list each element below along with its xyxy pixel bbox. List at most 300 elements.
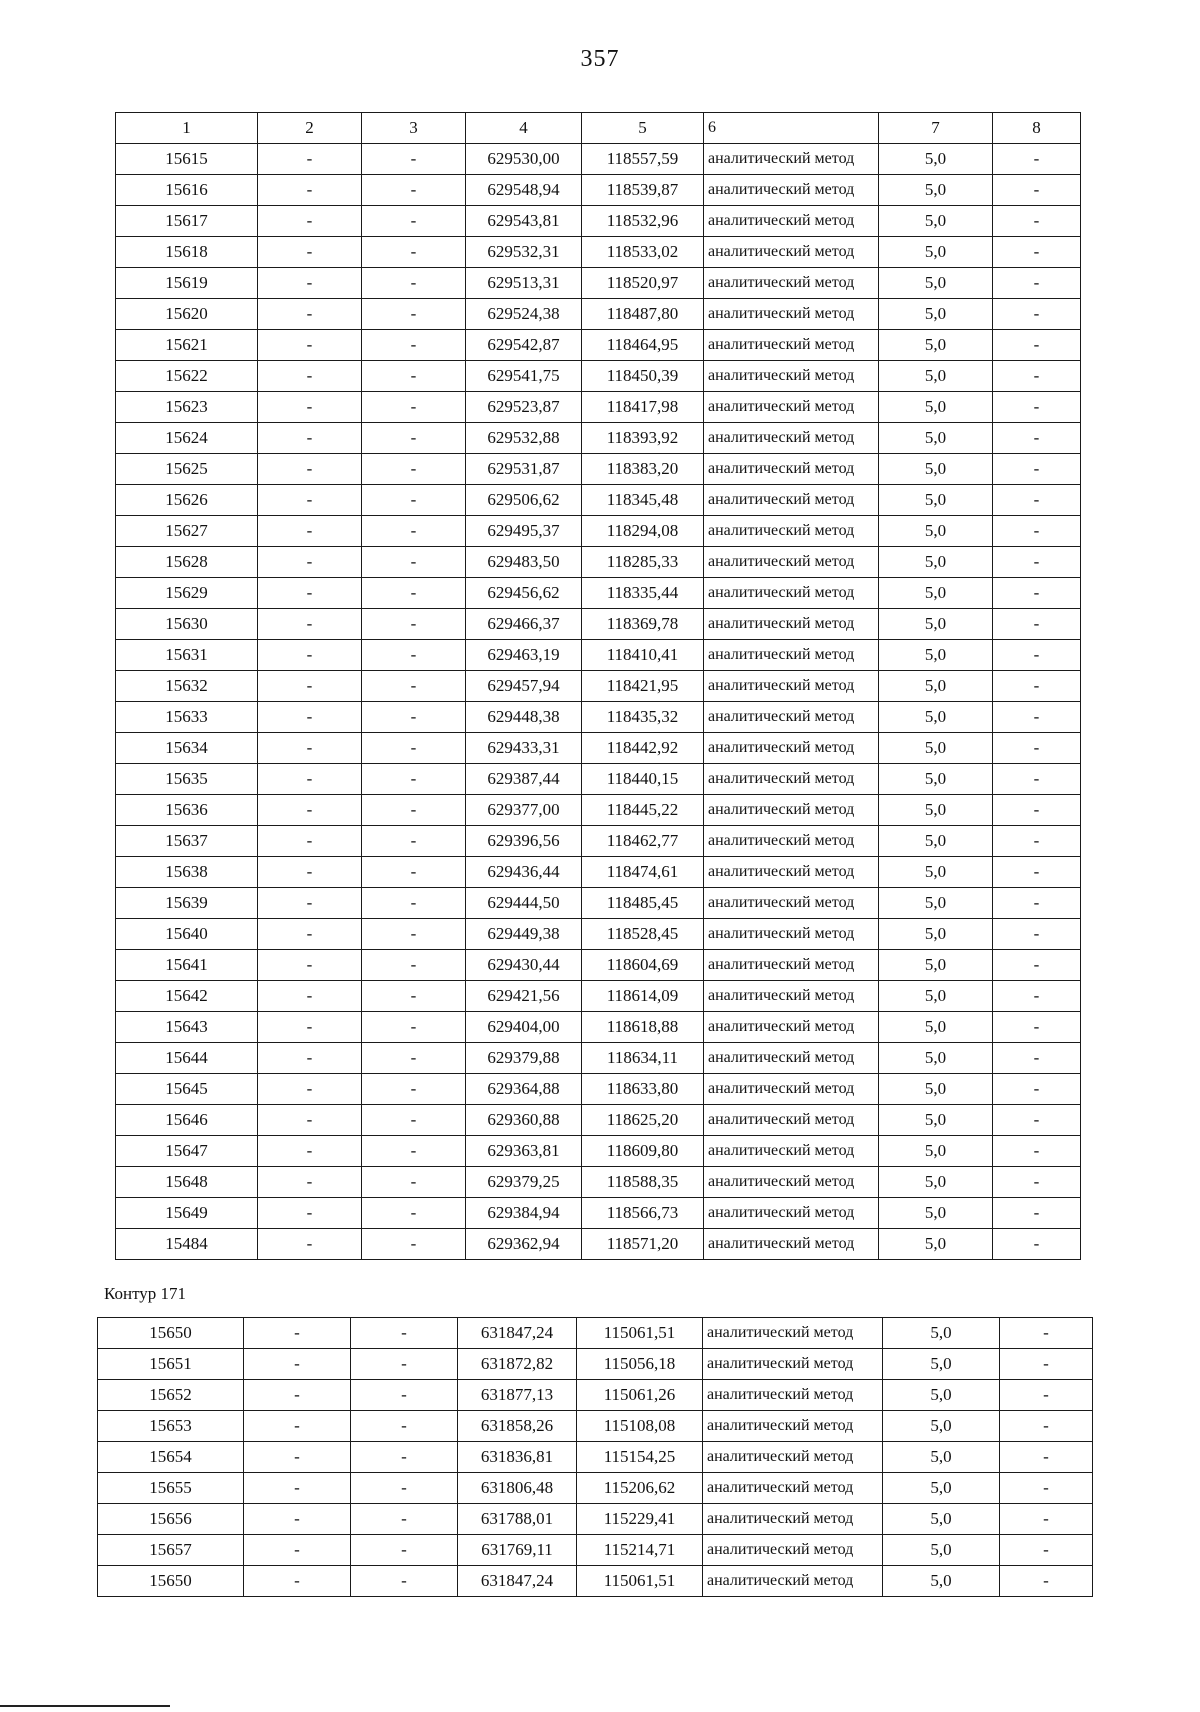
col-3-cell: - <box>362 1012 466 1043</box>
accuracy-cell: 5,0 <box>883 1504 1000 1535</box>
point-number-cell: 15617 <box>116 206 258 237</box>
coord-y-cell: 118557,59 <box>582 144 704 175</box>
coord-y-cell: 118566,73 <box>582 1198 704 1229</box>
coord-y-cell: 118335,44 <box>582 578 704 609</box>
coord-x-cell: 629495,37 <box>466 516 582 547</box>
accuracy-cell: 5,0 <box>879 454 993 485</box>
method-cell: аналитический метод <box>704 516 879 547</box>
table-row <box>98 1504 1093 1535</box>
col-3-cell: - <box>362 1229 466 1260</box>
col-3-cell: - <box>351 1349 458 1380</box>
method-cell: аналитический метод <box>704 671 879 702</box>
method-cell: аналитический метод <box>703 1349 883 1380</box>
coord-y-cell: 118393,92 <box>582 423 704 454</box>
coord-x-cell: 629433,31 <box>466 733 582 764</box>
col-3-cell: - <box>362 609 466 640</box>
point-number-cell: 15650 <box>98 1318 244 1349</box>
accuracy-cell: 5,0 <box>879 981 993 1012</box>
col-8-cell: - <box>1000 1380 1093 1411</box>
method-cell: аналитический метод <box>704 1012 879 1043</box>
coord-x-cell: 631847,24 <box>458 1318 577 1349</box>
col-2-cell: - <box>244 1411 351 1442</box>
coordinates-table <box>115 112 1081 1260</box>
col-8-cell: - <box>993 578 1081 609</box>
point-number-cell: 15653 <box>98 1411 244 1442</box>
coord-y-cell: 118462,77 <box>582 826 704 857</box>
coord-x-cell: 629523,87 <box>466 392 582 423</box>
table-row <box>116 640 1081 671</box>
coord-x-cell: 629449,38 <box>466 919 582 950</box>
method-cell: аналитический метод <box>704 299 879 330</box>
col-8-cell: - <box>993 826 1081 857</box>
accuracy-cell: 5,0 <box>879 237 993 268</box>
point-number-cell: 15645 <box>116 1074 258 1105</box>
coord-x-cell: 629524,38 <box>466 299 582 330</box>
col-2-cell: - <box>258 1136 362 1167</box>
col-8-cell: - <box>993 268 1081 299</box>
table-row <box>116 888 1081 919</box>
point-number-cell: 15641 <box>116 950 258 981</box>
coord-y-cell: 118474,61 <box>582 857 704 888</box>
point-number-cell: 15624 <box>116 423 258 454</box>
col-2-cell: - <box>258 299 362 330</box>
col-2-cell: - <box>258 423 362 454</box>
coord-y-cell: 118485,45 <box>582 888 704 919</box>
col-2-cell: - <box>258 206 362 237</box>
col-3-cell: - <box>362 733 466 764</box>
coord-x-cell: 629532,31 <box>466 237 582 268</box>
col-8-cell: - <box>993 1229 1081 1260</box>
table-row <box>116 1198 1081 1229</box>
col-3-cell: - <box>362 330 466 361</box>
col-3-cell: - <box>362 671 466 702</box>
col-8-cell: - <box>1000 1566 1093 1597</box>
col-3-cell: - <box>362 950 466 981</box>
point-number-cell: 15646 <box>116 1105 258 1136</box>
col-8-cell: - <box>993 547 1081 578</box>
method-cell: аналитический метод <box>703 1318 883 1349</box>
coord-x-cell: 631836,81 <box>458 1442 577 1473</box>
point-number-cell: 15637 <box>116 826 258 857</box>
method-cell: аналитический метод <box>704 392 879 423</box>
col-3-cell: - <box>362 516 466 547</box>
method-cell: аналитический метод <box>704 1167 879 1198</box>
col-8-cell: 8 <box>993 113 1081 144</box>
point-number-cell: 15619 <box>116 268 258 299</box>
col-2-cell: - <box>258 1074 362 1105</box>
method-cell: аналитический метод <box>704 950 879 981</box>
accuracy-cell: 5,0 <box>879 268 993 299</box>
method-cell: аналитический метод <box>703 1566 883 1597</box>
coord-x-cell: 629457,94 <box>466 671 582 702</box>
method-cell: аналитический метод <box>704 547 879 578</box>
coord-y-cell: 115154,25 <box>577 1442 703 1473</box>
col-8-cell: - <box>1000 1473 1093 1504</box>
col-8-cell: - <box>993 671 1081 702</box>
coord-y-cell: 115214,71 <box>577 1535 703 1566</box>
coord-x-cell: 629542,87 <box>466 330 582 361</box>
table-row <box>98 1318 1093 1349</box>
coord-x-cell: 629444,50 <box>466 888 582 919</box>
accuracy-cell: 5,0 <box>879 1167 993 1198</box>
accuracy-cell: 5,0 <box>879 1105 993 1136</box>
accuracy-cell: 5,0 <box>883 1442 1000 1473</box>
point-number-cell: 15634 <box>116 733 258 764</box>
table-row <box>116 981 1081 1012</box>
table-row <box>116 919 1081 950</box>
point-number-cell: 15623 <box>116 392 258 423</box>
col-3-cell: - <box>362 454 466 485</box>
coord-x-cell: 629360,88 <box>466 1105 582 1136</box>
coord-x-cell: 629384,94 <box>466 1198 582 1229</box>
accuracy-cell: 5,0 <box>879 144 993 175</box>
col-3-cell: - <box>362 919 466 950</box>
coord-x-cell: 629387,44 <box>466 764 582 795</box>
method-cell: аналитический метод <box>704 1074 879 1105</box>
table-row <box>116 1229 1081 1260</box>
col-8-cell: - <box>993 1105 1081 1136</box>
col-2-cell: - <box>258 950 362 981</box>
accuracy-cell: 5,0 <box>879 423 993 454</box>
col-2-cell: - <box>258 268 362 299</box>
col-8-cell: - <box>993 485 1081 516</box>
table-row <box>116 671 1081 702</box>
col-3-cell: - <box>362 578 466 609</box>
col-3-cell: - <box>362 206 466 237</box>
point-number-cell: 15655 <box>98 1473 244 1504</box>
col-8-cell: - <box>993 733 1081 764</box>
method-cell: аналитический метод <box>703 1473 883 1504</box>
col-2-cell: - <box>258 702 362 733</box>
method-cell: аналитический метод <box>704 1229 879 1260</box>
col-8-cell: - <box>993 702 1081 733</box>
method-cell: аналитический метод <box>704 857 879 888</box>
col-3-cell: - <box>362 1167 466 1198</box>
point-number-cell: 15638 <box>116 857 258 888</box>
coord-y-cell: 115056,18 <box>577 1349 703 1380</box>
table-row <box>116 1074 1081 1105</box>
table-row <box>116 1043 1081 1074</box>
col-8-cell: - <box>1000 1349 1093 1380</box>
col-2-cell: - <box>258 795 362 826</box>
coord-x-cell: 629379,25 <box>466 1167 582 1198</box>
accuracy-cell: 5,0 <box>879 392 993 423</box>
table-row <box>116 206 1081 237</box>
method-cell: аналитический метод <box>704 795 879 826</box>
col-2-cell: - <box>258 857 362 888</box>
col-2-cell: - <box>258 392 362 423</box>
coord-x-cell: 629513,31 <box>466 268 582 299</box>
col-8-cell: - <box>993 454 1081 485</box>
col-3-cell: - <box>362 547 466 578</box>
accuracy-cell: 5,0 <box>879 1198 993 1229</box>
header-row <box>116 113 1081 144</box>
col-2-cell: - <box>258 547 362 578</box>
accuracy-cell: 5,0 <box>879 1043 993 1074</box>
col-3-cell: - <box>362 795 466 826</box>
coord-y-cell: 118464,95 <box>582 330 704 361</box>
col-2-cell: - <box>244 1380 351 1411</box>
method-cell: аналитический метод <box>704 919 879 950</box>
table-row <box>116 423 1081 454</box>
col-2-cell: - <box>258 1105 362 1136</box>
point-number-cell: 1 <box>116 113 258 144</box>
coord-x-cell: 629543,81 <box>466 206 582 237</box>
col-3-cell: - <box>362 237 466 268</box>
col-2-cell: 2 <box>258 113 362 144</box>
accuracy-cell: 5,0 <box>883 1349 1000 1380</box>
method-cell: аналитический метод <box>704 361 879 392</box>
point-number-cell: 15656 <box>98 1504 244 1535</box>
accuracy-cell: 5,0 <box>883 1318 1000 1349</box>
coord-y-cell: 118445,22 <box>582 795 704 826</box>
method-cell: аналитический метод <box>704 733 879 764</box>
table-row <box>116 361 1081 392</box>
coord-y-cell: 118614,09 <box>582 981 704 1012</box>
table-row <box>116 237 1081 268</box>
coord-y-cell: 118410,41 <box>582 640 704 671</box>
point-number-cell: 15652 <box>98 1380 244 1411</box>
table-row <box>98 1411 1093 1442</box>
coord-y-cell: 115061,26 <box>577 1380 703 1411</box>
coord-y-cell: 118625,20 <box>582 1105 704 1136</box>
accuracy-cell: 5,0 <box>879 702 993 733</box>
col-2-cell: - <box>244 1442 351 1473</box>
col-8-cell: - <box>993 237 1081 268</box>
point-number-cell: 15636 <box>116 795 258 826</box>
coord-y-cell: 5 <box>582 113 704 144</box>
contour-label: Контур 171 <box>104 1284 187 1303</box>
accuracy-cell: 5,0 <box>879 826 993 857</box>
coord-y-cell: 118421,95 <box>582 671 704 702</box>
col-2-cell: - <box>244 1535 351 1566</box>
table-row <box>116 1167 1081 1198</box>
coord-y-cell: 118520,97 <box>582 268 704 299</box>
method-cell: аналитический метод <box>704 888 879 919</box>
point-number-cell: 15633 <box>116 702 258 733</box>
col-8-cell: - <box>993 392 1081 423</box>
point-number-cell: 15625 <box>116 454 258 485</box>
col-2-cell: - <box>244 1504 351 1535</box>
point-number-cell: 15620 <box>116 299 258 330</box>
col-2-cell: - <box>258 981 362 1012</box>
table-row <box>116 144 1081 175</box>
accuracy-cell: 5,0 <box>879 640 993 671</box>
method-cell: аналитический метод <box>704 485 879 516</box>
col-2-cell: - <box>258 888 362 919</box>
coord-y-cell: 118294,08 <box>582 516 704 547</box>
coord-y-cell: 118571,20 <box>582 1229 704 1260</box>
table-row <box>116 175 1081 206</box>
method-cell: аналитический метод <box>704 330 879 361</box>
coord-x-cell: 629531,87 <box>466 454 582 485</box>
coord-y-cell: 118369,78 <box>582 609 704 640</box>
accuracy-cell: 5,0 <box>879 547 993 578</box>
col-2-cell: - <box>258 175 362 206</box>
point-number-cell: 15630 <box>116 609 258 640</box>
coord-x-cell: 629362,94 <box>466 1229 582 1260</box>
table-row <box>116 702 1081 733</box>
page-number: 357 <box>580 46 620 72</box>
point-number-cell: 15649 <box>116 1198 258 1229</box>
coord-y-cell: 118285,33 <box>582 547 704 578</box>
method-cell: аналитический метод <box>704 702 879 733</box>
col-8-cell: - <box>993 640 1081 671</box>
method-cell: аналитический метод <box>704 1198 879 1229</box>
coord-y-cell: 118450,39 <box>582 361 704 392</box>
table-row <box>116 857 1081 888</box>
coord-x-cell: 629548,94 <box>466 175 582 206</box>
method-cell: аналитический метод <box>704 640 879 671</box>
col-3-cell: - <box>362 361 466 392</box>
coord-y-cell: 118417,98 <box>582 392 704 423</box>
method-cell: аналитический метод <box>703 1442 883 1473</box>
col-3-cell: - <box>362 1043 466 1074</box>
col-3-cell: - <box>351 1566 458 1597</box>
method-cell: аналитический метод <box>704 1043 879 1074</box>
col-3-cell: - <box>362 392 466 423</box>
col-3-cell: - <box>362 702 466 733</box>
table-row <box>98 1473 1093 1504</box>
col-3-cell: - <box>362 1074 466 1105</box>
col-8-cell: - <box>993 1198 1081 1229</box>
table-row <box>116 795 1081 826</box>
col-8-cell: - <box>993 423 1081 454</box>
col-2-cell: - <box>258 485 362 516</box>
coord-y-cell: 115206,62 <box>577 1473 703 1504</box>
coord-y-cell: 118588,35 <box>582 1167 704 1198</box>
col-2-cell: - <box>258 578 362 609</box>
coord-y-cell: 118435,32 <box>582 702 704 733</box>
point-number-cell: 15654 <box>98 1442 244 1473</box>
accuracy-cell: 5,0 <box>879 950 993 981</box>
accuracy-cell: 5,0 <box>883 1473 1000 1504</box>
col-8-cell: - <box>993 795 1081 826</box>
point-number-cell: 15642 <box>116 981 258 1012</box>
col-3-cell: - <box>362 485 466 516</box>
coord-x-cell: 629506,62 <box>466 485 582 516</box>
accuracy-cell: 5,0 <box>879 175 993 206</box>
col-3-cell: - <box>362 1105 466 1136</box>
point-number-cell: 15650 <box>98 1566 244 1597</box>
col-3-cell: - <box>362 857 466 888</box>
point-number-cell: 15632 <box>116 671 258 702</box>
accuracy-cell: 5,0 <box>879 1074 993 1105</box>
table-row <box>98 1535 1093 1566</box>
coord-y-cell: 118442,92 <box>582 733 704 764</box>
coord-x-cell: 629456,62 <box>466 578 582 609</box>
coord-y-cell: 118532,96 <box>582 206 704 237</box>
method-cell: аналитический метод <box>704 454 879 485</box>
table-row <box>116 1136 1081 1167</box>
point-number-cell: 15644 <box>116 1043 258 1074</box>
coord-y-cell: 115108,08 <box>577 1411 703 1442</box>
col-2-cell: - <box>258 671 362 702</box>
contour-table-body <box>98 1318 1093 1597</box>
col-3-cell: 3 <box>362 113 466 144</box>
coord-x-cell: 631877,13 <box>458 1380 577 1411</box>
table-row <box>116 516 1081 547</box>
col-8-cell: - <box>1000 1442 1093 1473</box>
col-8-cell: - <box>993 330 1081 361</box>
coord-y-cell: 118609,80 <box>582 1136 704 1167</box>
accuracy-cell: 5,0 <box>879 330 993 361</box>
col-3-cell: - <box>351 1380 458 1411</box>
method-cell: аналитический метод <box>703 1380 883 1411</box>
col-2-cell: - <box>258 361 362 392</box>
coord-x-cell: 629483,50 <box>466 547 582 578</box>
col-8-cell: - <box>993 1074 1081 1105</box>
table-row <box>98 1442 1093 1473</box>
col-8-cell: - <box>993 175 1081 206</box>
col-3-cell: - <box>362 299 466 330</box>
accuracy-cell: 5,0 <box>883 1566 1000 1597</box>
coord-x-cell: 629421,56 <box>466 981 582 1012</box>
col-3-cell: - <box>362 888 466 919</box>
coord-y-cell: 118604,69 <box>582 950 704 981</box>
point-number-cell: 15648 <box>116 1167 258 1198</box>
coord-y-cell: 115061,51 <box>577 1318 703 1349</box>
point-number-cell: 15640 <box>116 919 258 950</box>
point-number-cell: 15627 <box>116 516 258 547</box>
col-3-cell: - <box>362 1198 466 1229</box>
point-number-cell: 15657 <box>98 1535 244 1566</box>
coord-y-cell: 118539,87 <box>582 175 704 206</box>
coord-x-cell: 631858,26 <box>458 1411 577 1442</box>
table-row <box>116 454 1081 485</box>
table-row <box>116 950 1081 981</box>
coord-y-cell: 118533,02 <box>582 237 704 268</box>
point-number-cell: 15635 <box>116 764 258 795</box>
coord-x-cell: 629363,81 <box>466 1136 582 1167</box>
table-row <box>116 733 1081 764</box>
accuracy-cell: 5,0 <box>879 206 993 237</box>
col-3-cell: - <box>362 175 466 206</box>
col-2-cell: - <box>258 764 362 795</box>
col-2-cell: - <box>258 454 362 485</box>
coord-y-cell: 118633,80 <box>582 1074 704 1105</box>
col-2-cell: - <box>258 330 362 361</box>
accuracy-cell: 5,0 <box>883 1535 1000 1566</box>
accuracy-cell: 5,0 <box>879 888 993 919</box>
table-row <box>116 268 1081 299</box>
point-number-cell: 15621 <box>116 330 258 361</box>
accuracy-cell: 5,0 <box>879 485 993 516</box>
accuracy-cell: 7 <box>879 113 993 144</box>
col-8-cell: - <box>1000 1411 1093 1442</box>
table-row <box>116 330 1081 361</box>
col-8-cell: - <box>993 299 1081 330</box>
col-8-cell: - <box>993 609 1081 640</box>
coord-x-cell: 629379,88 <box>466 1043 582 1074</box>
col-8-cell: - <box>1000 1318 1093 1349</box>
point-number-cell: 15628 <box>116 547 258 578</box>
coord-x-cell: 629530,00 <box>466 144 582 175</box>
col-2-cell: - <box>258 516 362 547</box>
coord-x-cell: 631847,24 <box>458 1566 577 1597</box>
coord-x-cell: 629377,00 <box>466 795 582 826</box>
coord-x-cell: 629364,88 <box>466 1074 582 1105</box>
table-row <box>116 547 1081 578</box>
bottom-rule <box>0 1705 170 1707</box>
table-row <box>116 485 1081 516</box>
coord-x-cell: 631872,82 <box>458 1349 577 1380</box>
col-8-cell: - <box>1000 1535 1093 1566</box>
point-number-cell: 15622 <box>116 361 258 392</box>
method-cell: 6 <box>704 113 879 144</box>
col-8-cell: - <box>993 516 1081 547</box>
method-cell: аналитический метод <box>704 981 879 1012</box>
